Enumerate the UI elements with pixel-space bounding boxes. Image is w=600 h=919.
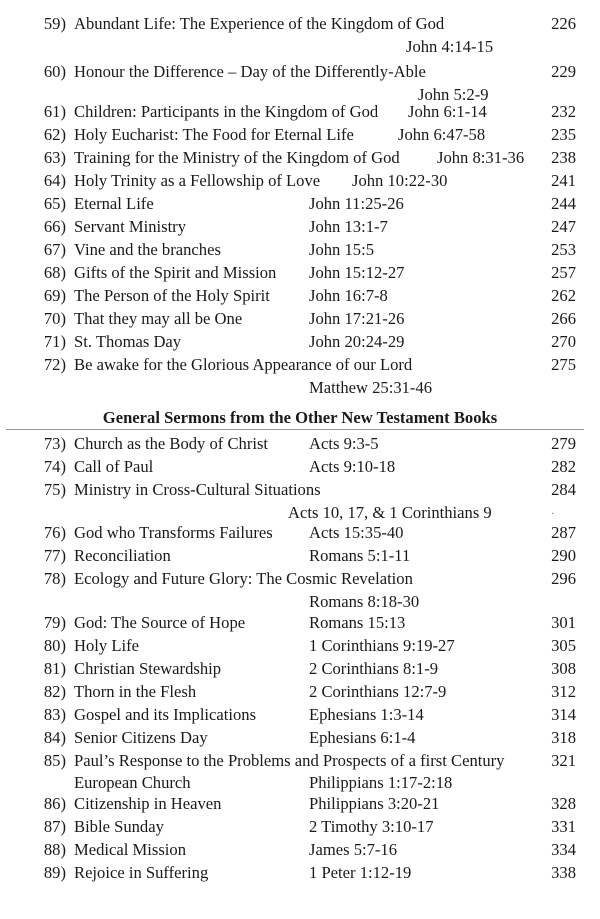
toc-entry-89 xyxy=(0,861,600,884)
toc-entry-64 xyxy=(0,169,600,192)
entry-title-continued: European Church xyxy=(74,773,191,792)
entry-number: 75) xyxy=(43,480,66,499)
section-heading: General Sermons from the Other New Testament Books xyxy=(102,408,498,427)
entry-number: 83) xyxy=(43,705,66,724)
entry-page: 328 xyxy=(551,794,576,813)
entry-reference: 1 Peter 1:12-19 xyxy=(309,863,412,882)
entry-page: 229 xyxy=(551,62,576,81)
entry-number: 85) xyxy=(43,751,66,770)
entry-page: 247 xyxy=(551,217,576,236)
entry-page: 314 xyxy=(551,705,576,724)
entry-reference: 1 Corinthians 9:19-27 xyxy=(309,636,455,655)
entry-page: 241 xyxy=(551,171,576,190)
entry-reference: Acts 10, 17, & 1 Corinthians 9 xyxy=(288,503,492,522)
toc-entry-85 xyxy=(0,749,600,772)
entry-page: 331 xyxy=(551,817,576,836)
toc-entry-65 xyxy=(0,192,600,215)
entry-page: 232 xyxy=(551,102,576,121)
entry-reference: John 11:25-26 xyxy=(309,194,404,213)
entry-reference: Acts 9:10-18 xyxy=(309,457,396,476)
section-divider xyxy=(6,429,584,430)
entry-title: Children: Participants in the Kingdom of God xyxy=(74,102,379,121)
entry-number: 84) xyxy=(43,728,66,747)
entry-title: Christian Stewardship xyxy=(74,659,222,678)
toc-entry-83 xyxy=(0,703,600,726)
entry-reference: John 10:22-30 xyxy=(352,171,448,190)
entry-number: 74) xyxy=(43,457,66,476)
toc-entry-82 xyxy=(0,680,600,703)
entry-reference: 2 Corinthians 12:7-9 xyxy=(309,682,447,701)
toc-entry-68 xyxy=(0,261,600,284)
entry-number: 73) xyxy=(43,434,66,453)
toc-entry-59 xyxy=(0,12,600,35)
toc-entry-74 xyxy=(0,455,600,478)
entry-reference: John 15:5 xyxy=(309,240,374,259)
entry-reference: John 4:14-15 xyxy=(406,37,494,56)
entry-title: Vine and the branches xyxy=(74,240,221,259)
entry-title: God: The Source of Hope xyxy=(74,613,246,632)
entry-reference: John 16:7-8 xyxy=(309,286,388,305)
entry-reference: Ephesians 1:3-14 xyxy=(309,705,424,724)
entry-title: Church as the Body of Christ xyxy=(74,434,269,453)
entry-number: 80) xyxy=(43,636,66,655)
entry-number: 81) xyxy=(43,659,66,678)
toc-entry-69 xyxy=(0,284,600,307)
entry-page: 308 xyxy=(551,659,576,678)
entry-page: 321 xyxy=(551,751,576,770)
entry-reference: John 17:21-26 xyxy=(309,309,405,328)
entry-reference: John 5:2-9 xyxy=(418,85,489,104)
entry-page: 301 xyxy=(551,613,576,632)
entry-reference: 2 Corinthians 8:1-9 xyxy=(309,659,439,678)
entry-number: 65) xyxy=(43,194,66,213)
entry-page: 284 xyxy=(551,480,576,499)
entry-number: 78) xyxy=(43,569,66,588)
entry-reference: Philippians 1:17-2:18 xyxy=(309,773,453,792)
entry-title: St. Thomas Day xyxy=(74,332,182,351)
entry-title: God who Transforms Failures xyxy=(74,523,273,542)
entry-title: Citizenship in Heaven xyxy=(74,794,222,813)
entry-title: Holy Eucharist: The Food for Eternal Life xyxy=(74,125,354,144)
entry-page: 266 xyxy=(551,309,576,328)
entry-page: 334 xyxy=(551,840,576,859)
entry-number: 68) xyxy=(43,263,66,282)
entry-reference: John 6:47-58 xyxy=(398,125,486,144)
entry-number: 63) xyxy=(43,148,66,167)
entry-number: 62) xyxy=(43,125,66,144)
entry-title: Abundant Life: The Experience of the Kingdom of God xyxy=(74,14,445,33)
entry-page: 290 xyxy=(551,546,576,565)
toc-entry-61 xyxy=(0,100,600,123)
entry-title: Training for the Ministry of the Kingdom of God xyxy=(74,148,400,167)
toc-entry-60 xyxy=(0,60,600,83)
entry-title: Thorn in the Flesh xyxy=(74,682,197,701)
entry-page: 238 xyxy=(551,148,576,167)
entry-number: 67) xyxy=(43,240,66,259)
entry-reference: John 13:1-7 xyxy=(309,217,388,236)
entry-number: 72) xyxy=(43,355,66,374)
entry-number: 86) xyxy=(43,794,66,813)
entry-reference: John 8:31-36 xyxy=(437,148,525,167)
entry-ref-line xyxy=(0,376,600,399)
entry-page: 253 xyxy=(551,240,576,259)
toc-entry-86 xyxy=(0,792,600,815)
entry-page: 282 xyxy=(551,457,576,476)
entry-page: 226 xyxy=(551,14,576,33)
entry-page: 287 xyxy=(551,523,576,542)
entry-title: Call of Paul xyxy=(74,457,154,476)
toc-entry-84 xyxy=(0,726,600,749)
toc-entry-75 xyxy=(0,478,600,501)
toc-entry-80 xyxy=(0,634,600,657)
entry-number: 64) xyxy=(43,171,66,190)
entry-reference: Acts 9:3-5 xyxy=(309,434,379,453)
entry-reference: Ephesians 6:1-4 xyxy=(309,728,416,747)
entry-number: 66) xyxy=(43,217,66,236)
toc-entry-67 xyxy=(0,238,600,261)
entry-number: 87) xyxy=(43,817,66,836)
entry-page: 312 xyxy=(551,682,576,701)
toc-entry-73 xyxy=(0,432,600,455)
entry-page: 270 xyxy=(551,332,576,351)
toc-entry-79 xyxy=(0,611,600,634)
entry-page: 275 xyxy=(551,355,576,374)
entry-title: The Person of the Holy Spirit xyxy=(74,286,270,305)
entry-title: Rejoice in Suffering xyxy=(74,863,209,882)
entry-number: 89) xyxy=(43,863,66,882)
toc-entry-71 xyxy=(0,330,600,353)
entry-title: Paul’s Response to the Problems and Prospects of a first Century xyxy=(74,751,505,770)
toc-entry-62 xyxy=(0,123,600,146)
entry-page: 296 xyxy=(551,569,576,588)
entry-reference: Romans 5:1-11 xyxy=(309,546,411,565)
entry-page: 305 xyxy=(551,636,576,655)
entry-ref-line xyxy=(0,35,600,58)
toc-entry-81 xyxy=(0,657,600,680)
toc-entry-78 xyxy=(0,567,600,590)
entry-reference: John 20:24-29 xyxy=(309,332,405,351)
entry-number: 70) xyxy=(43,309,66,328)
entry-reference: Philippians 3:20-21 xyxy=(309,794,440,813)
entry-reference: John 15:12-27 xyxy=(309,263,405,282)
entry-number: 76) xyxy=(43,523,66,542)
entry-number: 59) xyxy=(43,14,66,33)
entry-reference: John 6:1-14 xyxy=(408,102,487,121)
entry-title: Senior Citizens Day xyxy=(74,728,208,747)
entry-page: 235 xyxy=(551,125,576,144)
entry-title: Servant Ministry xyxy=(74,217,186,236)
entry-title: Eternal Life xyxy=(74,194,154,213)
entry-title: That they may all be One xyxy=(74,309,243,328)
entry-reference: James 5:7-16 xyxy=(309,840,398,859)
entry-title: Medical Mission xyxy=(74,840,186,859)
entry-title: Bible Sunday xyxy=(74,817,164,836)
entry-title: Holy Life xyxy=(74,636,139,655)
entry-reference: 2 Timothy 3:10-17 xyxy=(309,817,434,836)
entry-title: Be awake for the Glorious Appearance of our Lord xyxy=(74,355,413,374)
entry-continuation-line xyxy=(0,771,600,794)
entry-title: Honour the Difference – Day of the Differently-Able xyxy=(74,62,426,81)
entry-title: Reconciliation xyxy=(74,546,171,565)
entry-number: 82) xyxy=(43,682,66,701)
entry-title: Gospel and its Implications xyxy=(74,705,257,724)
entry-page: 338 xyxy=(551,863,576,882)
toc-entry-88 xyxy=(0,838,600,861)
entry-ref-line xyxy=(0,590,600,613)
entry-title: Ecology and Future Glory: The Cosmic Revelation xyxy=(74,569,413,588)
toc-entry-70 xyxy=(0,307,600,330)
entry-number: 60) xyxy=(43,62,66,81)
entry-number: 79) xyxy=(43,613,66,632)
entry-number: 77) xyxy=(43,546,66,565)
entry-reference: Matthew 25:31-46 xyxy=(309,378,433,397)
entry-number: 88) xyxy=(43,840,66,859)
entry-title: Ministry in Cross-Cultural Situations xyxy=(74,480,321,499)
entry-title: Gifts of the Spirit and Mission xyxy=(74,263,277,282)
toc-entry-77 xyxy=(0,544,600,567)
toc-entry-87 xyxy=(0,815,600,838)
entry-page: 262 xyxy=(551,286,576,305)
entry-page: 257 xyxy=(551,263,576,282)
entry-reference: Romans 15:13 xyxy=(309,613,406,632)
toc-entry-63 xyxy=(0,146,600,169)
entry-page: 318 xyxy=(551,728,576,747)
entry-page: 279 xyxy=(551,434,576,453)
toc-entry-66 xyxy=(0,215,600,238)
entry-number: 61) xyxy=(43,102,66,121)
entry-page: 244 xyxy=(551,194,576,213)
entry-number: 69) xyxy=(43,286,66,305)
entry-number: 71) xyxy=(43,332,66,351)
entry-title: Holy Trinity as a Fellowship of Love xyxy=(74,171,321,190)
toc-entry-76 xyxy=(0,521,600,544)
toc-entry-72 xyxy=(0,353,600,376)
entry-reference: Acts 15:35-40 xyxy=(309,523,404,542)
entry-reference: Romans 8:18-30 xyxy=(309,592,420,611)
page-mark: · xyxy=(551,509,555,520)
